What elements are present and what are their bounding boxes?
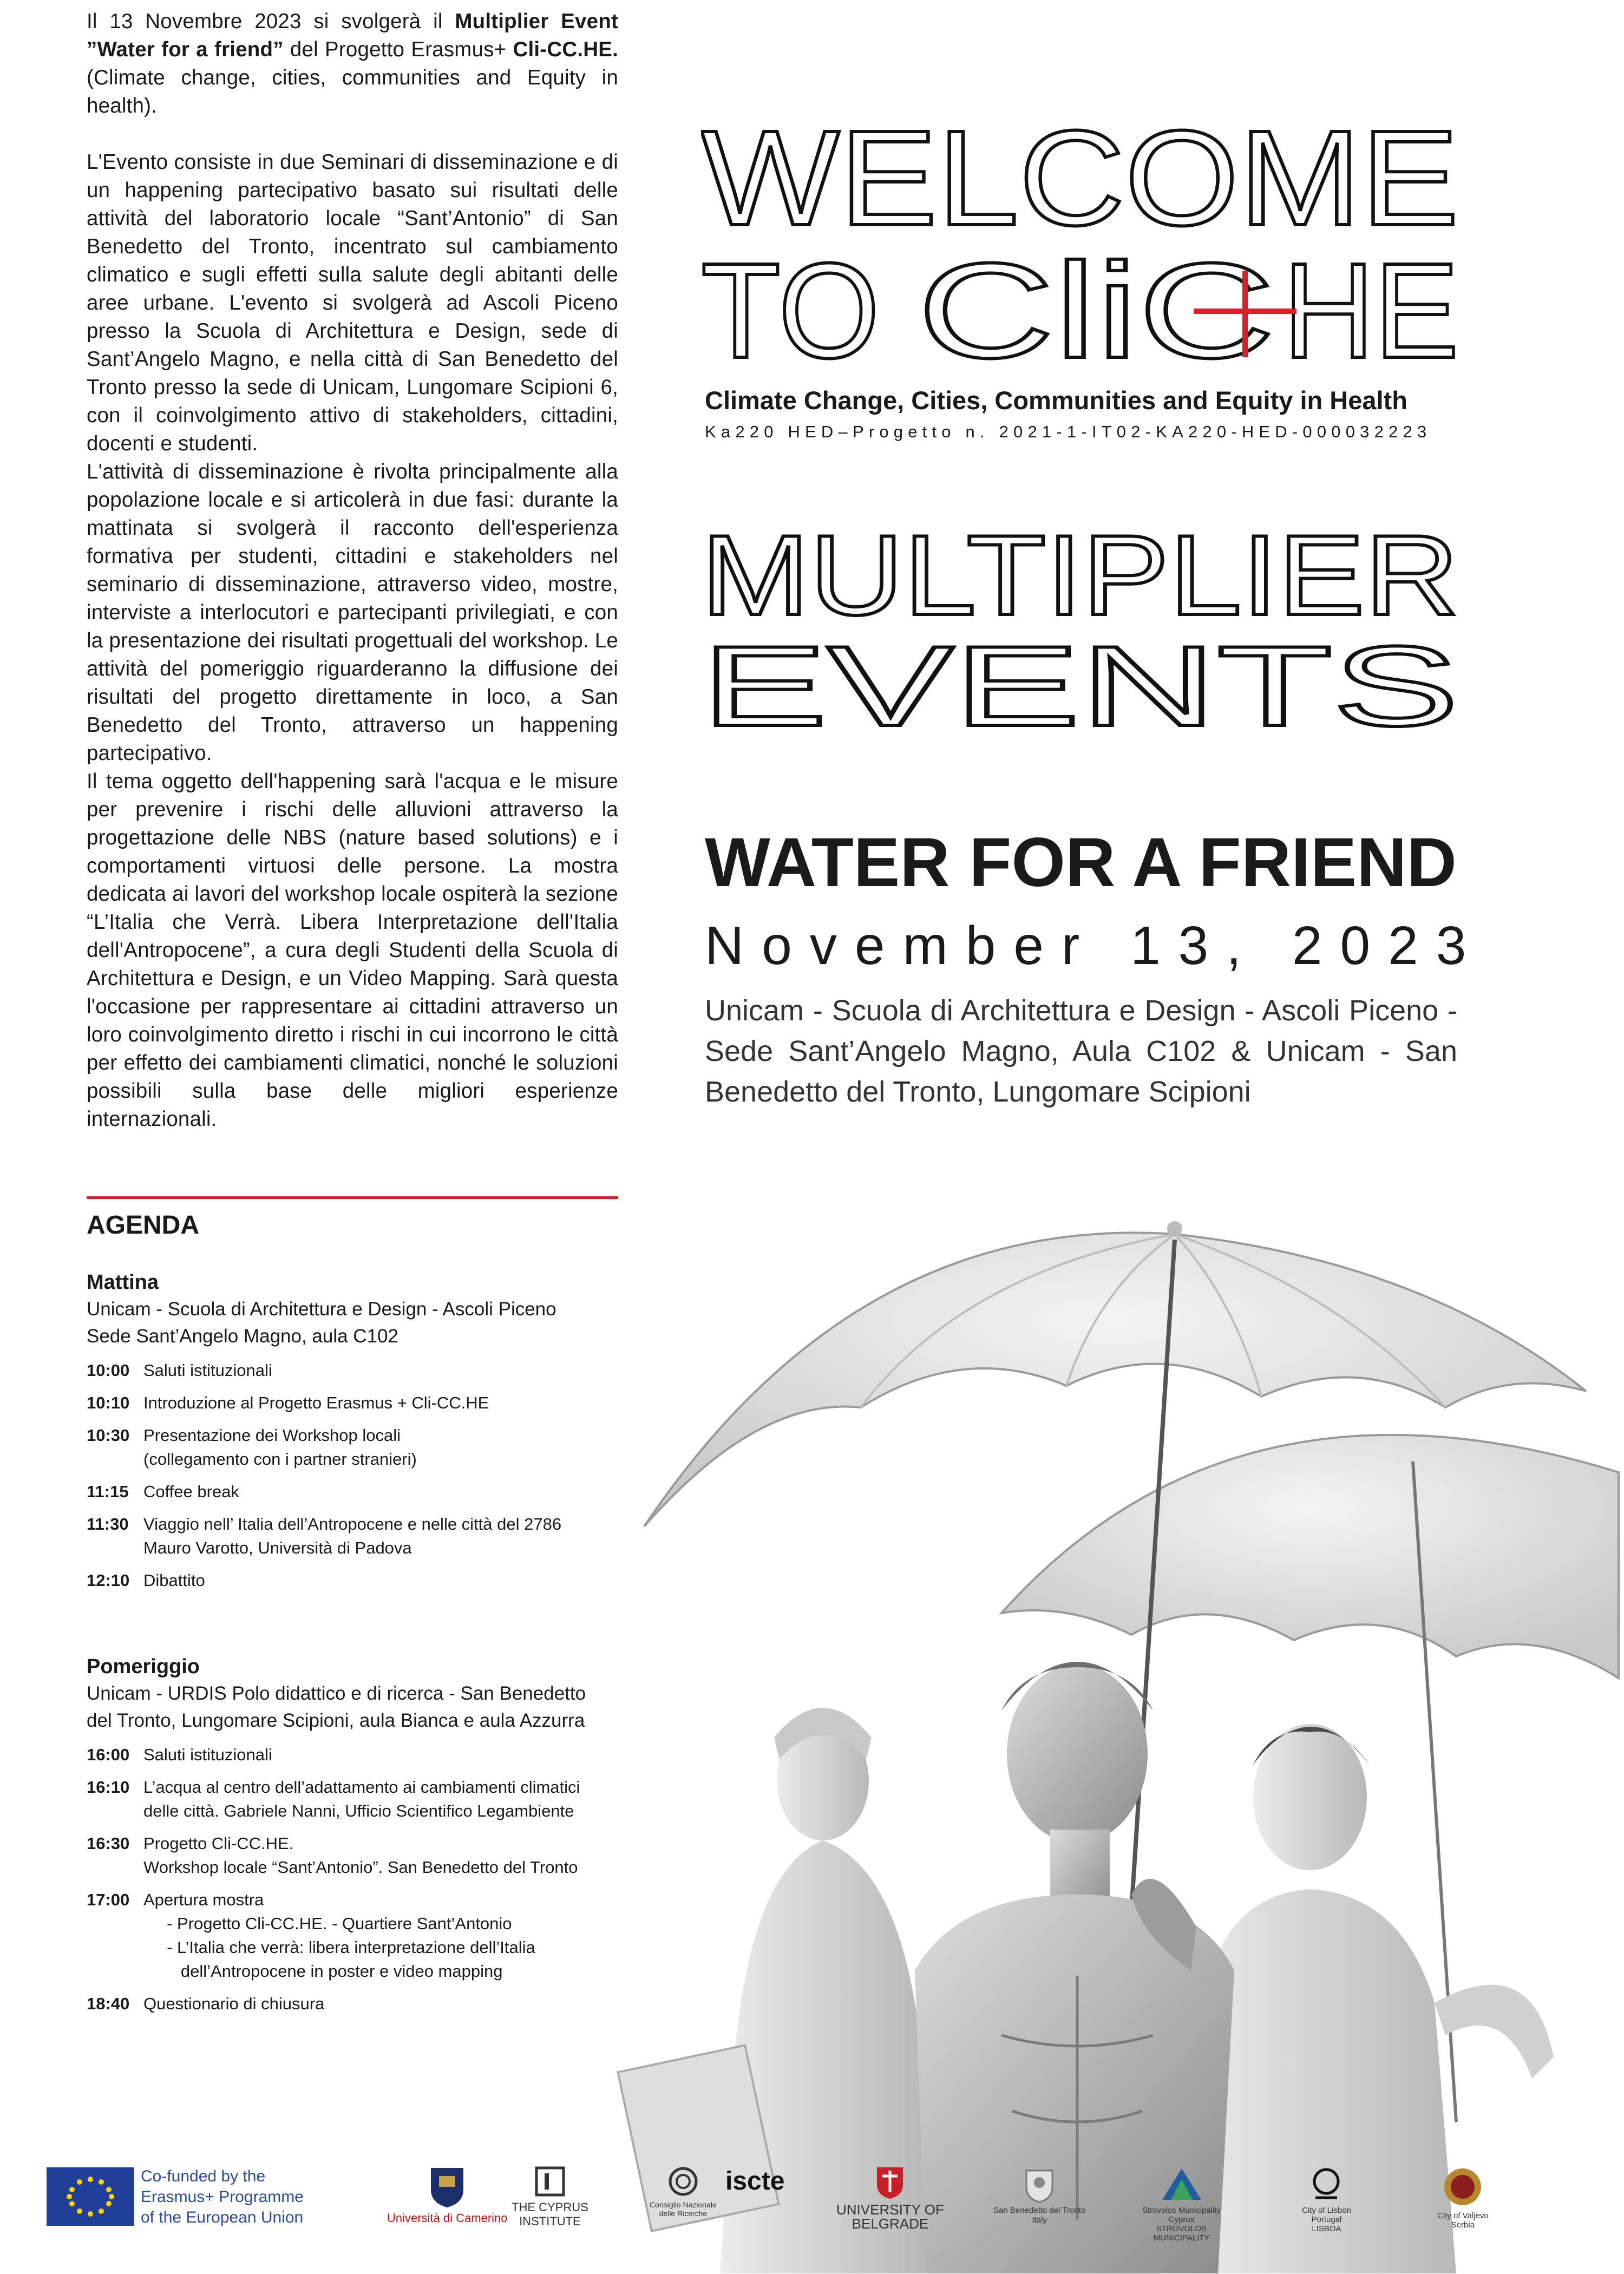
eu-line-3: of the European Union	[141, 2209, 304, 2226]
title-to: TO	[701, 235, 880, 386]
morning-title: Mattina	[87, 1271, 159, 1294]
agenda-description-line: delle città. Gabriele Nanni, Ufficio Scientifico Legambiente	[143, 1801, 574, 1820]
agenda-description-line: Questionario di chiusura	[143, 1994, 325, 2013]
agenda-description-line: Introduzione al Progetto Erasmus + Cli-CC.HE	[143, 1393, 489, 1412]
afternoon-venue-line-1: Unicam - URDIS Polo didattico e di ricerca - San Benedetto	[87, 1683, 586, 1704]
agenda-description-line: Workshop locale “Sant’Antonio”. San Benedetto del Tronto	[143, 1858, 578, 1877]
eu-flag-icon	[47, 2167, 134, 2226]
belgrade-label: UNIVERSITY OF BELGRADE	[836, 2201, 944, 2232]
agenda-time: 12:10	[87, 1571, 130, 1590]
camerino-logo	[387, 2165, 508, 2225]
agenda-description-line: Apertura mostra	[143, 1890, 264, 1909]
camerino-shield-icon	[428, 2165, 466, 2209]
cyprus-institute-logo	[512, 2165, 588, 2229]
agenda-description	[143, 1424, 628, 1471]
agenda-description-line: Saluti istituzionali	[143, 1361, 272, 1380]
agenda-time: 16:10	[87, 1778, 130, 1797]
title-events: EVENTS	[701, 622, 1459, 736]
agenda-afternoon	[87, 1653, 628, 2016]
intro-paragraph-3: L'attività di disseminazione è rivolta principalmente alla popolazione locale e si articolerà in due fasi: durante la mattinata si svolgerà il racconto dell'esperienza formativa per studenti, cittadini e stakeholders nel seminario di disseminazione, attraverso video, mostre, interviste a interlocutori e partecipanti privilegiati, e con la presentazione dei risultati progettuali del workshop. Le attività del pomeriggio riguarderanno la diffusione dei risultati del progetto direttamente in loco, a San Benedetto del Tronto, attraverso un happening partecipativo.	[87, 460, 618, 765]
agenda-item	[87, 1359, 628, 1382]
sbt-logo	[993, 2165, 1085, 2225]
statues-umbrellas-illustration	[612, 1191, 1624, 2273]
intro-p1-a: Il 13 Novembre 2023 si svolgerà il	[87, 10, 455, 33]
afternoon-title: Pomeriggio	[87, 1655, 200, 1678]
iscte-logo	[725, 2165, 784, 2198]
eu-cofunded-text	[141, 2166, 304, 2228]
agenda-description	[143, 1775, 628, 1823]
agenda-divider	[87, 1196, 618, 1199]
agenda-description	[143, 1888, 628, 1983]
agenda-description-line: Coffee break	[143, 1482, 239, 1501]
agenda-description-line: Presentazione dei Workshop locali	[143, 1426, 401, 1445]
agenda-time: 18:40	[87, 1994, 130, 2013]
footer-logos	[0, 2144, 1624, 2241]
agenda-item	[87, 1424, 628, 1471]
agenda-description	[143, 1391, 628, 1415]
lisboa-logo	[1302, 2165, 1351, 2233]
afternoon-venue-line-2: del Tronto, Lungomare Scipioni, aula Bianca e aula Azzurra	[87, 1710, 585, 1731]
agenda-item	[87, 1512, 628, 1560]
agenda-description	[143, 1480, 628, 1504]
cyprus-institute-label: THE CYPRUS INSTITUTE	[512, 2200, 588, 2228]
agenda-description-line: Viaggio nell’ Italia dell’Antropocene e nelle città del 2786	[143, 1515, 562, 1534]
agenda-description	[143, 1743, 628, 1767]
valjevo-icon	[1441, 2165, 1484, 2209]
intro-paragraph-2: L'Evento consiste in due Seminari di disseminazione e di un happening partecipativo basato sui risultati delle attività del laboratorio locale “Sant’Antonio” di San Benedetto del Tronto, incentrato sul cambiamento climatico e sugli effetti sulla salute degli abitanti delle aree urbane. L'evento si svolgerà ad Ascoli Piceno presso la Scuola di Architettura e Design, sede di Sant’Angelo Magno, e nella città di San Benedetto del Tronto presso la sede di Unicam, Lungomare Scipioni 6, con il coinvolgimento attivo di stakeholders, cittadini, docenti e studenti.	[87, 150, 618, 455]
agenda-description	[143, 1832, 628, 1879]
belgrade-icon	[875, 2165, 905, 2200]
title-he: HE	[1283, 235, 1459, 386]
intro-text	[87, 8, 618, 1133]
agenda-description-line: Dibattito	[143, 1571, 205, 1590]
lisboa-icon	[1307, 2165, 1345, 2203]
agenda-time: 10:00	[87, 1361, 130, 1380]
valjevo-label: City of Valjevo Serbia	[1437, 2211, 1489, 2230]
eu-line-2: Erasmus+ Programme	[141, 2188, 304, 2206]
title-clic: CliC	[918, 235, 1275, 386]
strovolos-logo	[1142, 2165, 1221, 2243]
cnr-label: Consiglio Nazionale delle Ricerche	[650, 2200, 717, 2218]
agenda-item	[87, 1480, 628, 1504]
agenda-time: 10:30	[87, 1426, 130, 1445]
event-title: WATER FOR A FRIEND	[705, 824, 1457, 901]
agenda-description	[143, 1512, 628, 1560]
title-multiplier: MULTIPLIER	[701, 512, 1459, 639]
agenda-description-line: dell’Antropocene in poster e video mapping	[143, 1962, 503, 1981]
agenda-description-line: (collegamento con i partner stranieri)	[143, 1450, 417, 1469]
agenda-time: 10:10	[87, 1393, 130, 1412]
agenda-description-line: Mauro Varotto, Università di Padova	[143, 1538, 412, 1557]
project-subtitle: Climate Change, Cities, Communities and Equity in Health	[705, 386, 1407, 415]
cyprus-institute-icon	[534, 2165, 566, 2198]
cnr-icon	[667, 2165, 699, 2198]
agenda-item	[87, 1391, 628, 1415]
afternoon-schedule	[87, 1743, 628, 2016]
agenda-item	[87, 1569, 628, 1593]
agenda-description-line: L’acqua al centro dell’adattamento ai cambiamenti climatici	[143, 1778, 580, 1797]
agenda-time: 11:15	[87, 1482, 129, 1501]
intro-p1-c: del Progetto Erasmus+	[283, 38, 513, 61]
event-place: Unicam - Scuola di Architettura e Design - Ascoli Piceno - Sede Sant’Angelo Magno, Aula C102 & Unicam - San Benedetto del Tronto, Lungomare Scipioni	[705, 994, 1457, 1108]
project-code: Ka220 HED–Progetto n. 2021-1-IT02-KA220-HED-000032223	[705, 422, 1432, 441]
event-date: November 13, 2023	[705, 915, 1484, 976]
intro-p1-e: (Climate change, cities, communities and Equity in health).	[87, 66, 618, 117]
strovolos-label: Strovolos Municipality Cyprus STROVOLOS MUNICIPALITY	[1142, 2206, 1221, 2243]
agenda-item	[87, 1832, 628, 1879]
agenda-description	[143, 1359, 628, 1382]
eu-line-1: Co-funded by the	[141, 2167, 266, 2185]
agenda-time: 16:00	[87, 1745, 130, 1764]
agenda-item	[87, 1775, 628, 1823]
strovolos-icon	[1160, 2165, 1203, 2203]
belgrade-logo	[836, 2165, 944, 2231]
intro-p1-project: Cli-CC.HE.	[513, 38, 618, 61]
morning-venue-line-2: Sede Sant’Angelo Magno, aula C102	[87, 1326, 398, 1347]
agenda-item	[87, 1743, 628, 1767]
valjevo-logo	[1437, 2165, 1489, 2230]
sbt-crest-icon	[1023, 2165, 1056, 2203]
morning-schedule	[87, 1359, 628, 1593]
agenda-item	[87, 1888, 628, 1983]
morning-venue-line-1: Unicam - Scuola di Architettura e Design - Ascoli Piceno	[87, 1299, 556, 1320]
agenda-description	[143, 1992, 628, 2016]
agenda-description-line: - L’Italia che verrà: libera interpretazione dell’Italia	[143, 1938, 535, 1957]
lisboa-label: City of Lisbon Portugal LISBOA	[1302, 2206, 1351, 2233]
agenda-description-line: Saluti istituzionali	[143, 1745, 272, 1764]
agenda-time: 16:30	[87, 1834, 130, 1853]
agenda-item	[87, 1992, 628, 2016]
sbt-label: San Benedetto del Tronto Italy	[993, 2206, 1086, 2225]
agenda-time: 11:30	[87, 1515, 129, 1534]
intro-p1-event-name: Multiplier Event ”Water for a friend”	[87, 10, 618, 61]
agenda-description-line: - Progetto Cli-CC.HE. - Quartiere Sant’Antonio	[143, 1914, 512, 1933]
agenda-description-line: Progetto Cli-CC.HE.	[143, 1834, 294, 1853]
cnr-logo	[650, 2165, 717, 2218]
title-welcome: WELCOME	[701, 124, 1459, 253]
agenda-time: 17:00	[87, 1890, 130, 1909]
camerino-label: Università di Camerino	[387, 2211, 508, 2225]
iscte-label: iscte	[725, 2167, 785, 2196]
intro-paragraph-1	[87, 8, 618, 120]
intro-paragraph-4: Il tema oggetto dell'happening sarà l'acqua e le misure per prevenire i rischi delle alluvioni attraverso la progettazione delle NBS (nature based solutions) e i comportamenti virtuosi delle persone. La mostra dedicata ai lavori del workshop locale ospiterà la sezione “L’Italia che Verrà. Libera Interpretazione dell'Italia dell'Antropocene”, a cura degli Studenti della Scuola di Architettura e Design, e un Video Mapping. Sarà questa l'occasione per rappresentare ai cittadini attraverso un loro coinvolgimento diretto i rischi in cui incorrono le città per effetto dei cambiamenti climatici, nonché le soluzioni possibili sulla base delle migliori esperienze internazionali.	[87, 770, 618, 1131]
agenda-morning	[87, 1269, 628, 1593]
agenda-title: AGENDA	[87, 1211, 200, 1240]
agenda-description	[143, 1569, 628, 1593]
